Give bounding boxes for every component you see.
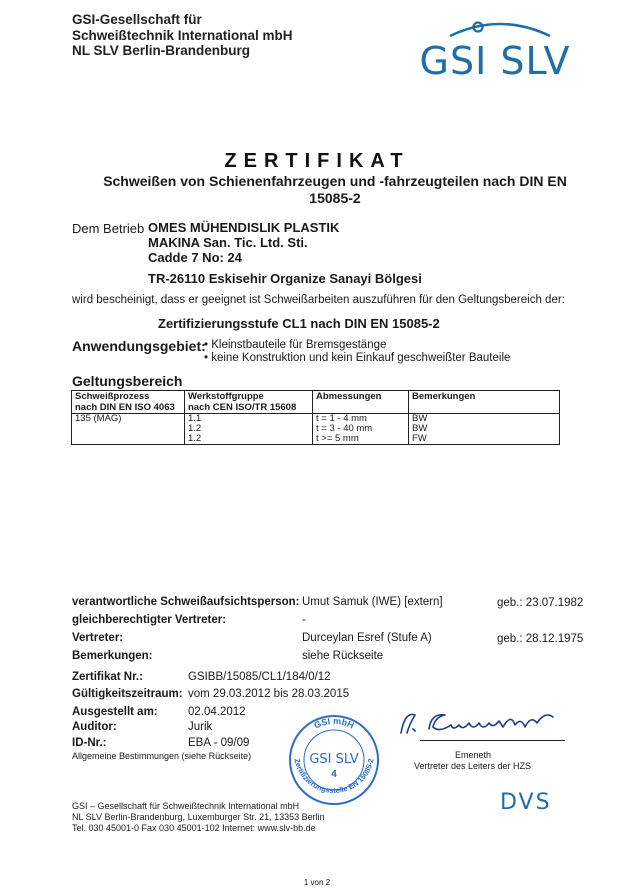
scope-table-header [72,391,560,414]
handwritten-signature [395,703,560,741]
signatory-role: Vertreter des Leiters der HZS [414,761,532,771]
table-cell: 1.1 [185,414,313,425]
issued-label: Ausgestellt am: [72,706,158,718]
col-header-material [185,391,313,414]
application-item-1: • Kleinstbauteile für Bremsgestänge [204,339,387,351]
logo-arc [450,24,550,36]
representative-name: Durceylan Esref (Stufe A) [302,632,432,644]
footer-line-1: GSI – Gesellschaft für Schweißtechnik International mbH [72,801,300,811]
dvs-logo: DVS [500,790,552,815]
application-item-2: • keine Konstruktion und kein Einkauf geschweißter Bauteile [204,352,511,364]
gsi-slv-logo [400,14,590,84]
representative-label: Vertreter: [72,632,124,644]
page-number: 1 von 2 [303,878,331,887]
signature-line [420,740,565,741]
id-label: ID-Nr.: [72,737,107,749]
table-cell: t = 3 - 40 mm [313,424,409,434]
stamp-number: 4 [331,769,337,780]
table-cell: FW [409,434,560,445]
org-line-3: NL SLV Berlin-Brandenburg [72,43,251,58]
stamp-top-path: GSI mbH [312,715,356,731]
auditor-label: Auditor: [72,721,117,733]
company-address-1: Cadde 7 No: 24 [148,250,242,265]
certification-stamp [284,713,384,807]
table-cell: 1.2 [185,424,313,434]
application-label: Anwendungsgebiet: [72,338,206,354]
certificate-subtitle: Schweißen von Schienenfahrzeugen und -fahrzeugteilen nach DIN EN 15085-2 [103,173,567,206]
col-header-remarks-l1: Bemerkungen [412,391,476,402]
table-cell: 135 (MAG) [72,414,185,425]
supervisor-name: Umut Samuk (IWE) [extern] [302,596,443,608]
table-cell: 1.2 [185,434,313,445]
table-cell [72,434,185,445]
scope-heading: Geltungsbereich [72,373,183,389]
company-prefix: Dem Betrieb [72,221,145,236]
general-provisions: Allgemeine Bestimmungen (siehe Rückseite) [72,751,252,761]
deputy-label: gleichberechtigter Vertreter: [72,614,227,626]
certification-level: Zertifizierungsstufe CL1 nach DIN EN 15085-2 [158,316,440,331]
table-cell: BW [409,424,560,434]
validity-label: Gültigkeitszeitraum: [72,688,183,700]
col-header-remarks [409,391,560,414]
validity-value: vom 29.03.2012 bis 28.03.2015 [188,688,350,700]
table-cell: BW [409,414,560,425]
remarks-label: Bemerkungen: [72,650,153,662]
table-cell: t = 1 - 4 mm [313,414,409,425]
certificate-title: ZERTIFIKAT [224,150,410,172]
company-address-2: TR-26110 Eskisehir Organize Sanayi Bölgesi [148,271,422,286]
remarks-value: siehe Rückseite [302,650,384,662]
company-name-line-2: MAKINA San. Tic. Ltd. Sti. [148,235,308,250]
col-header-process-l2: nach DIN EN ISO 4063 [75,402,175,413]
signatory-name: Emeneth [455,750,492,760]
organization-block [72,12,293,59]
auditor-value: Jurik [188,721,213,733]
table-cell [72,424,185,434]
col-header-process [72,391,185,414]
col-header-material-l2: nach CEN ISO/TR 15608 [188,402,297,413]
table-row [72,434,560,445]
supervisor-label: verantwortliche Schweißaufsichtsperson: [72,596,300,608]
representative-dob: geb.: 28.12.1975 [497,633,584,645]
cert-number-value: GSIBB/15085/CL1/184/0/12 [188,671,331,683]
footer-line-2: NL SLV Berlin-Brandenburg, Luxemburger Str. 21, 13353 Berlin [72,812,325,822]
statement-text: wird bescheinigt, dass er geeignet ist Schweißarbeiten auszuführen für den Geltungsbereich der: [72,294,565,306]
table-cell: t >= 5 mm [313,434,409,445]
stamp-ring-path: Zertifizierungsstelle EN 15085-2 [292,757,376,796]
company-name-line-1: OMES MÜHENDISLIK PLASTIK [148,220,340,235]
org-line-2: Schweißtechnik International mbH [72,27,293,43]
cert-number-label: Zertifikat Nr.: [72,671,143,683]
logo-text: GSI SLV [419,39,571,83]
footer-line-3: Tel. 030 45001-0 Fax 030 45001-102 Internet: www.slv-bb.de [72,823,316,833]
deputy-name: - [302,614,306,626]
signature-stroke [401,714,553,733]
scope-table [71,390,560,445]
issued-value: 02.04.2012 [188,706,246,718]
org-line-1: GSI-Gesellschaft für [72,12,202,27]
col-header-material-l1: Werkstoffgruppe [188,391,264,402]
col-header-dimensions-l1: Abmessungen [316,391,382,402]
stamp-center-text: GSI SLV [309,752,359,767]
supervisor-dob: geb.: 23.07.1982 [497,597,584,609]
col-header-dimensions [313,391,409,414]
col-header-process-l1: Schweißprozess [75,391,150,402]
id-value: EBA - 09/09 [188,737,250,749]
